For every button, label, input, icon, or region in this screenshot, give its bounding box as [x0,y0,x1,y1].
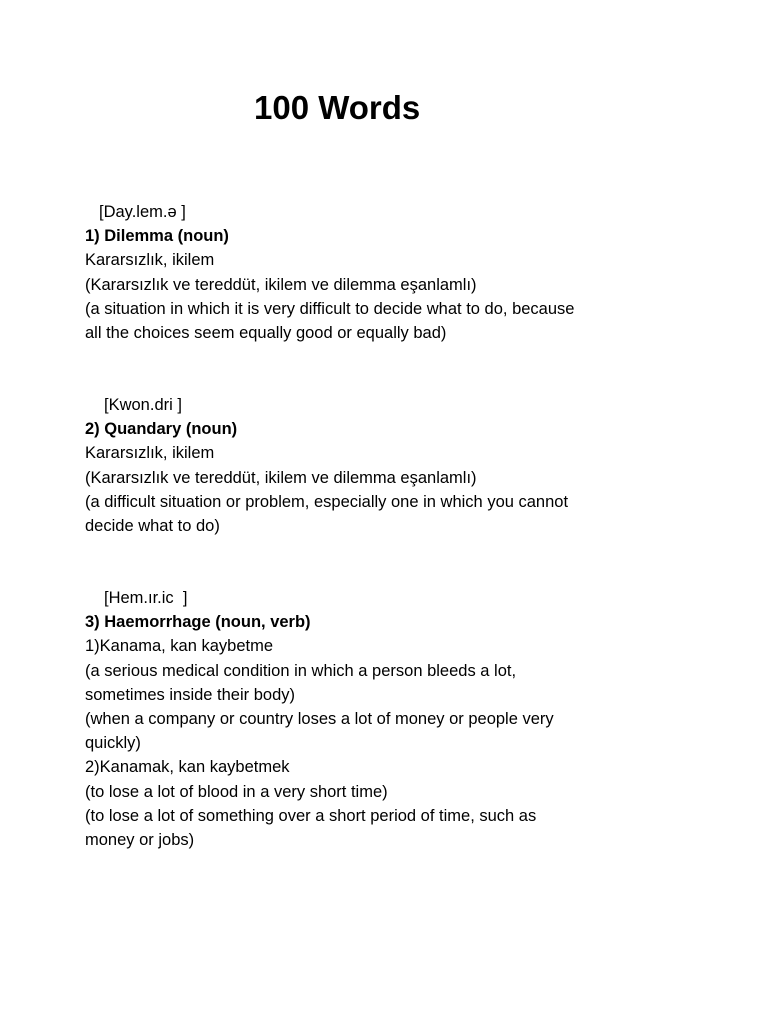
headword: 3) Haemorrhage (noun, verb) [85,613,311,632]
definition-line: (to lose a lot of blood in a very short time) [85,782,388,801]
definition-line: (when a company or country loses a lot of money or people very [85,710,554,729]
headword: 2) Quandary (noun) [85,420,238,439]
headword: 1) Dilemma (noun) [85,227,229,246]
definition-line: sometimes inside their body) [85,685,296,704]
pronunciation: [Day.lem.ə ] [99,203,186,221]
word-entry-dilemma [85,200,645,345]
pronunciation: [Hem.ır.ic ] [104,589,188,607]
definition-line: (a situation in which it is very difficult to decide what to do, because [85,299,575,318]
page-title: 100 Words [254,89,421,126]
definition-line: Kararsızlık, ikilem [85,251,215,270]
definition-line: all the choices seem equally good or equally bad) [85,324,447,343]
pronunciation: [Kwon.dri ] [104,396,182,414]
definition-line: (Kararsızlık ve tereddüt, ikilem ve dilemma eşanlamlı) [85,468,477,487]
definition-line: (Kararsızlık ve tereddüt, ikilem ve dilemma eşanlamlı) [85,275,477,294]
definition-line: quickly) [85,734,141,753]
definition-line: decide what to do) [85,517,220,536]
definition-line: 2)Kanamak, kan kaybetmek [85,758,290,777]
definition-line: money or jobs) [85,831,195,850]
definition-line: (a serious medical condition in which a person bleeds a lot, [85,661,517,680]
word-entry-haemorrhage [85,586,645,852]
definition-line: 1)Kanama, kan kaybetme [85,637,274,656]
word-entry-quandary [85,393,645,538]
definition-line: Kararsızlık, ikilem [85,444,215,463]
definition-line: (to lose a lot of something over a short period of time, such as [85,806,537,825]
definition-line: (a difficult situation or problem, especially one in which you cannot [85,492,569,511]
